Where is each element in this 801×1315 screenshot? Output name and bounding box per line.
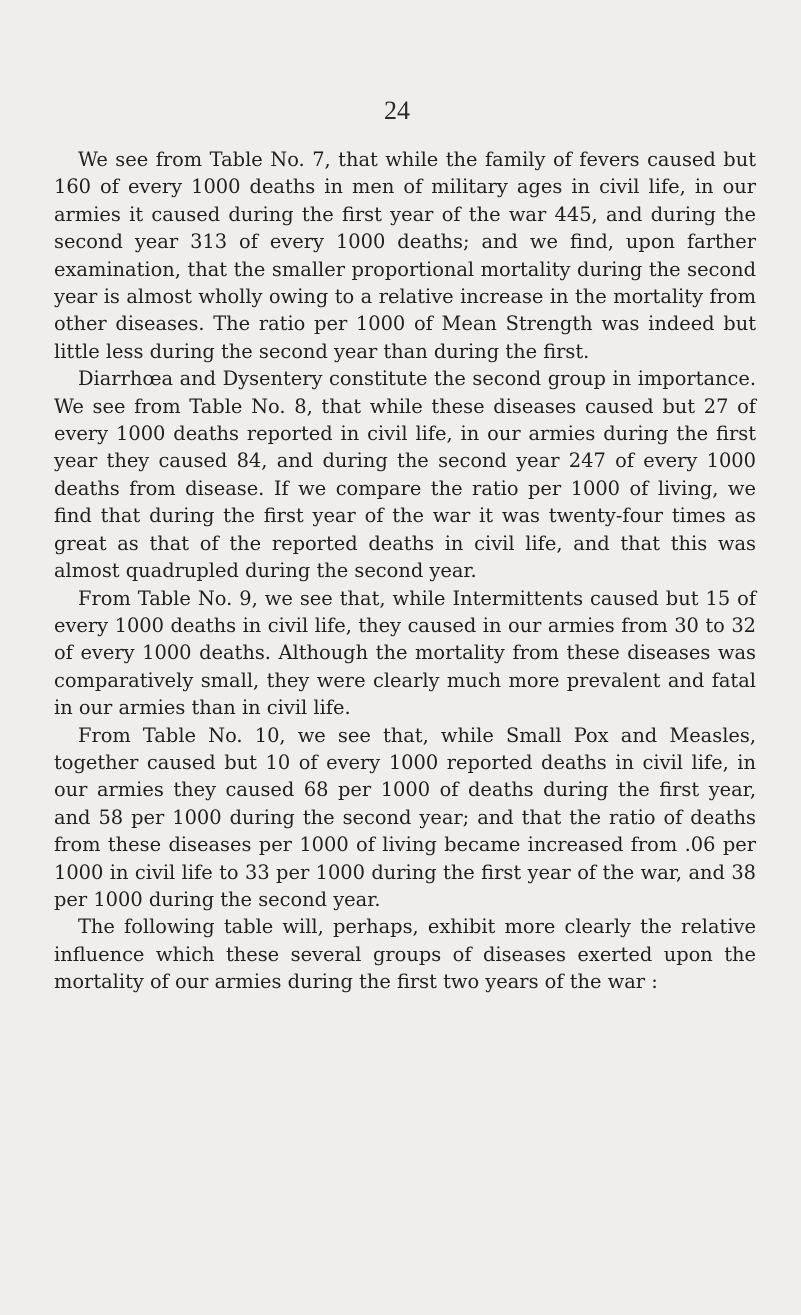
paragraph-following-table-intro: The following table will, perhaps, exhibit more clearly the relative influence which these several groups of diseases exerted upon the mortality of our armies during the first two years of the war : — [54, 915, 756, 994]
paragraph-small-pox-measles: From Table No. 10, we see that, while Small Pox and Measles, together caused but 10 of every 1000 reported deaths in civil life, in our armies they caused 68 per 1000 of deaths during the first year, and 58 per 1000 during the second year; and that the ratio of deaths from these diseases per 1000 of living became increased from .06 per 1000 in civil life to 33 per 1000 during the first year of the war, and 38 per 1000 during the second year. — [54, 723, 756, 911]
page-number: 24 — [384, 96, 410, 125]
paragraph-intermittents: From Table No. 9, we see that, while Intermittents caused but 15 of every 1000 deaths in civil life, they caused in our armies from 30 to 32 of every 1000 deaths. Although the mortality from these diseases was comparatively small, they were clearly much more prevalent and fatal in our armies than in civil life. — [54, 586, 756, 720]
paragraph-fevers: We see from Table No. 7, that while the family of fevers caused but 160 of every 1000 deaths in men of military ages in civil life, in our armies it caused during the first year of the war 445, and during the second year 313 of every 1000 deaths; and we find, upon farther examination, that the smaller proportional mortality during the second year is almost wholly owing to a relative increase in the mortality from other diseases. The ratio per 1000 of Mean Strength was indeed but little less during the second year than during the first. — [54, 148, 756, 363]
paragraph-diarrhoea-dysentery: Diarrhœa and Dysentery constitute the second group in importance. We see from Table No. 8, that while these diseases caused but 27 of every 1000 deaths reported in civil life, in our armies during the first year they caused 84, and during the second year 247 of every 1000 deaths from disease. If we compare the ratio per 1000 of living, we find that during the first year of the war it was twenty-four times as great as that of the reported deaths in civil life, and that this was almost quadrupled during the second year. — [54, 367, 756, 583]
body-text — [54, 146, 756, 996]
